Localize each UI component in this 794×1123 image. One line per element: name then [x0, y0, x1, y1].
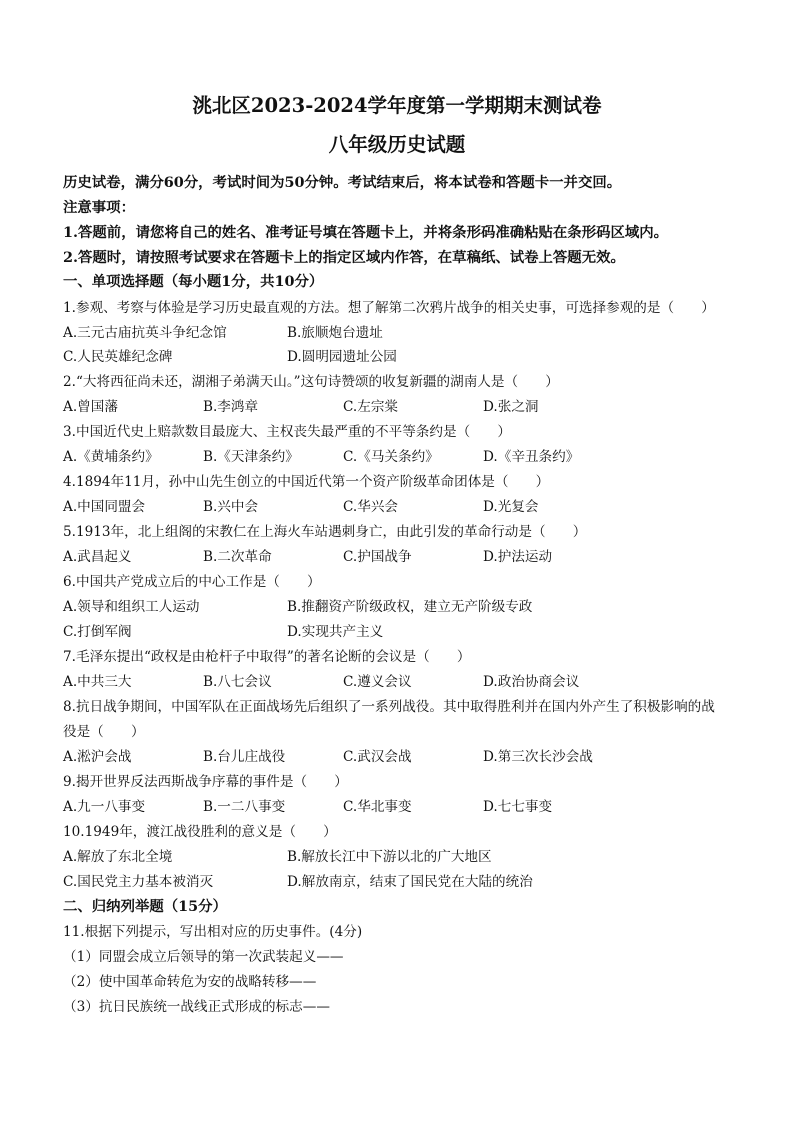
- option-d: D.护法运动: [483, 549, 553, 565]
- option-b: B.《天津条约》: [203, 449, 299, 465]
- option-row: [63, 797, 763, 817]
- question-stem: 11.根据下列提示，写出相对应的历史事件。(4分): [63, 924, 363, 940]
- option-c: C.遵义会议: [343, 674, 412, 690]
- question-stem: 6.中国共产党成立后的中心工作是（ ）: [63, 574, 321, 590]
- notice-2: 2.答题时，请按照考试要求在答题卡上的指定区域内作答，在草稿纸、试卷上答题无效。: [63, 249, 625, 266]
- option-d: D.七七事变: [483, 799, 553, 815]
- question-stem: 4.1894年11月，孙中山先生创立的中国近代第一个资产阶级革命团体是（ ）: [63, 474, 550, 490]
- intro-line: 历史试卷，满分60分，考试时间为50分钟。考试结束后，将本试卷和答题卡一并交回。: [63, 174, 622, 191]
- fill-item: （2）使中国革命转危为安的战略转移——: [63, 974, 317, 990]
- option-c: C.人民英雄纪念碑: [63, 349, 173, 365]
- option-c: C.《马关条约》: [343, 449, 439, 465]
- option-b: B.一二八事变: [203, 799, 286, 815]
- option-d: D.光复会: [483, 499, 539, 515]
- option-d: D.《辛丑条约》: [483, 449, 580, 465]
- option-b: B.八七会议: [203, 674, 272, 690]
- question-stem: 7.毛泽东提出“政权是由枪杆子中取得”的著名论断的会议是（ ）: [63, 649, 471, 665]
- question-stem: 10.1949年，渡江战役胜利的意义是（ ）: [63, 824, 337, 840]
- option-row: [63, 323, 763, 343]
- option-d: D.第三次长沙会战: [483, 749, 593, 765]
- question-stem: 8.抗日战争期间，中国军队在正面战场先后组织了一系列战役。其中取得胜利并在国内外产生了积极影响的战: [63, 699, 715, 715]
- option-c: C.武汉会战: [343, 749, 412, 765]
- option-row: [63, 447, 763, 467]
- option-a: A.三元古庙抗英斗争纪念馆: [63, 325, 227, 341]
- option-d: D.张之洞: [483, 399, 539, 415]
- option-a: A.《黄埔条约》: [63, 449, 159, 465]
- option-c: C.护国战争: [343, 549, 412, 565]
- option-d: D.圆明园遗址公园: [287, 349, 397, 365]
- option-a: A.解放了东北全境: [63, 849, 173, 865]
- option-b: B.旅顺炮台遗址: [287, 325, 383, 341]
- option-row: [63, 747, 763, 767]
- option-row: [63, 497, 763, 517]
- fill-item: （1）同盟会成立后领导的第一次武装起义——: [63, 949, 344, 965]
- option-row: [63, 622, 763, 642]
- fill-item: （3）抗日民族统一战线正式形成的标志——: [63, 999, 330, 1015]
- option-c: C.华兴会: [343, 499, 399, 515]
- option-row: [63, 597, 763, 617]
- notice-title: 注意事项：: [63, 199, 135, 216]
- question-stem: 5.1913年，北上组阁的宋教仁在上海火车站遇刺身亡，由此引发的革命行动是（ ）: [63, 524, 587, 540]
- option-c: C.左宗棠: [343, 399, 399, 415]
- option-a: A.淞沪会战: [63, 749, 132, 765]
- option-row: [63, 872, 763, 892]
- option-a: A.武昌起义: [63, 549, 132, 565]
- option-c: C.国民党主力基本被消灭: [63, 874, 214, 890]
- section2-title: 二、归纳列举题（15分）: [63, 898, 227, 915]
- exam-title: 洮北区2023-2024学年度第一学期期末测试卷: [192, 94, 602, 117]
- option-b: B.解放长江中下游以北的广大地区: [287, 849, 492, 865]
- option-d: D.实现共产主义: [287, 624, 384, 640]
- option-b: B.李鸿章: [203, 399, 259, 415]
- question-stem: 2.“大将西征尚未还，湖湘子弟满天山。”这句诗赞颂的收复新疆的湖南人是（ ）: [63, 374, 559, 390]
- option-row: [63, 547, 763, 567]
- option-a: A.中共三大: [63, 674, 132, 690]
- option-b: B.台儿庄战役: [203, 749, 286, 765]
- question-stem: 1.参观、考察与体验是学习历史最直观的方法。想了解第二次鸦片战争的相关史事，可选择参观的是（ ）: [63, 300, 715, 316]
- option-a: A.领导和组织工人运动: [63, 599, 200, 615]
- option-row: [63, 847, 763, 867]
- section1-title: 一、单项选择题（每小题1分，共10分）: [63, 273, 324, 290]
- option-row: [63, 397, 763, 417]
- option-d: D.政治协商会议: [483, 674, 580, 690]
- option-b: B.二次革命: [203, 549, 272, 565]
- option-row: [63, 347, 763, 367]
- option-d: D.解放南京，结束了国民党在大陆的统治: [287, 874, 533, 890]
- option-a: A.中国同盟会: [63, 499, 146, 515]
- option-a: A.九一八事变: [63, 799, 146, 815]
- question-stem: 3.中国近代史上赔款数目最庞大、主权丧失最严重的不平等条约是（ ）: [63, 424, 511, 440]
- notice-1: 1.答题前，请您将自己的姓名、准考证号填在答题卡上，并将条形码准确粘贴在条形码区域内。: [63, 224, 669, 241]
- question-stem: 9.揭开世界反法西斯战争序幕的事件是（ ）: [63, 774, 348, 790]
- option-b: B.兴中会: [203, 499, 259, 515]
- option-a: A.曾国藩: [63, 399, 118, 415]
- option-c: C.打倒军阀: [63, 624, 132, 640]
- exam-subtitle: 八年级历史试题: [328, 133, 466, 156]
- question-stem-continued: 役是（ ）: [63, 724, 145, 740]
- option-row: [63, 672, 763, 692]
- option-b: B.推翻资产阶级政权，建立无产阶级专政: [287, 599, 533, 615]
- option-c: C.华北事变: [343, 799, 412, 815]
